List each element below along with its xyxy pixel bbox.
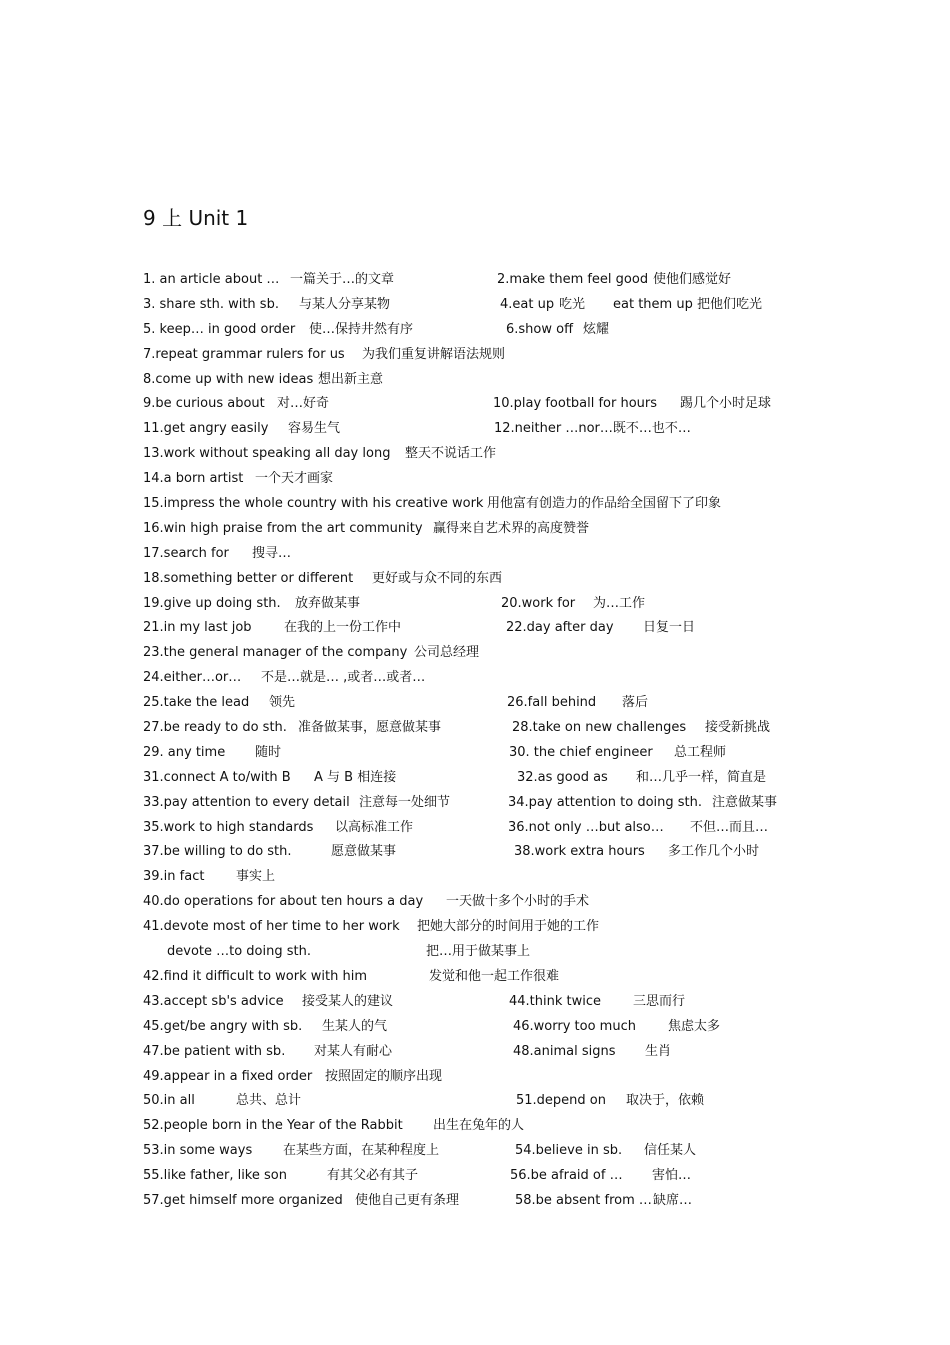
phrase-english: 56.be afraid of …	[510, 1168, 623, 1184]
phrase-english: 46.worry too much	[513, 1018, 636, 1034]
entry-row	[143, 1114, 803, 1139]
phrase-chinese: 赢得来自艺术界的高度赞誉	[433, 520, 590, 536]
phrase-english: 54.believe in sb.	[515, 1143, 623, 1159]
phrase-english: 38.work extra hours	[514, 844, 645, 860]
phrase-chinese: 三思而行	[633, 993, 686, 1009]
phrase-english: 40.do operations for about ten hours a day	[143, 894, 424, 910]
phrase-chinese: 焦虑太多	[668, 1018, 721, 1034]
phrase-english: 47.be patient with sb.	[143, 1043, 286, 1059]
entry-row	[143, 865, 803, 890]
entry-row	[143, 915, 803, 940]
phrase-english: 32.as good as	[517, 769, 608, 785]
phrase-chinese: 事实上	[236, 869, 276, 885]
phrase-chinese: 发觉和他一起工作很难	[429, 968, 560, 984]
phrase-english: 29. any time	[143, 744, 226, 760]
entry-row	[143, 592, 803, 617]
phrase-english: 6.show off	[506, 321, 574, 337]
phrase-chinese: 随时	[255, 744, 282, 760]
phrase-chinese: 在某些方面，在某种程度上	[283, 1143, 440, 1159]
entry-row	[143, 616, 803, 641]
phrase-chinese: 日复一日	[643, 620, 696, 636]
phrase-chinese: 为…工作	[593, 595, 646, 611]
entry-row	[143, 1065, 803, 1090]
phrase-english: 12.neither …nor…既不…也不…	[494, 421, 691, 437]
entry-row	[143, 716, 803, 741]
phrase-english: 43.accept sb's advice	[143, 993, 284, 1009]
phrase-english: eat them up	[613, 296, 693, 312]
phrase-chinese: 把她大部分的时间用于她的工作	[417, 919, 600, 935]
phrase-english: 21.in my last job	[143, 620, 252, 636]
phrase-chinese: 总工程师	[674, 744, 727, 760]
phrase-english: 36.not only …but also…	[508, 819, 664, 835]
phrase-chinese: 容易生气	[288, 421, 341, 437]
entry-row	[143, 890, 803, 915]
phrase-english: 22.day after day	[506, 620, 614, 636]
entry-row	[143, 940, 803, 965]
phrase-chinese: 一篇关于…的文章	[290, 272, 395, 287]
phrase-english: 42.find it difficult to work with him	[143, 968, 367, 984]
phrase-chinese: 对某人有耐心	[314, 1043, 393, 1059]
phrase-english: 10.play football for hours	[493, 396, 658, 412]
phrase-english: 28.take on new challenges	[512, 720, 687, 736]
phrase-chinese: 用他富有创造力的作品给全国留下了印象	[487, 496, 722, 512]
phrase-english: 55.like father, like son	[143, 1168, 287, 1184]
phrase-chinese: 不但…而且…	[690, 819, 769, 835]
phrase-chinese: 生某人的气	[322, 1018, 388, 1034]
phrase-english: 14.a born artist	[143, 471, 244, 487]
phrase-chinese: 使他自己更有条理	[355, 1192, 460, 1208]
phrase-english: 20.work for	[501, 595, 576, 611]
phrase-chinese: 一天做十多个小时的手术	[446, 894, 590, 910]
phrase-chinese: 注意每一处细节	[359, 794, 451, 810]
phrase-chinese: 吃光	[559, 296, 586, 312]
phrase-english: 35.work to high standards	[143, 819, 314, 835]
phrase-chinese: 踢几个小时足球	[680, 396, 772, 412]
entry-row	[143, 318, 803, 343]
phrase-chinese: 为我们重复讲解语法规则	[362, 346, 506, 362]
entry-row	[143, 343, 803, 368]
phrase-chinese: 搜寻…	[252, 545, 292, 561]
phrase-chinese: 接受某人的建议	[302, 993, 394, 1009]
phrase-english: 45.get/be angry with sb.	[143, 1018, 303, 1034]
phrase-chinese: 多工作几个小时	[668, 844, 760, 860]
phrase-english: 26.fall behind	[507, 695, 597, 711]
phrase-chinese: 炫耀	[583, 321, 610, 337]
phrase-english: 44.think twice	[509, 993, 602, 1009]
phrase-chinese: 公司总经理	[414, 645, 480, 661]
phrase-english: 18.something better or different	[143, 570, 354, 586]
entry-row	[143, 1139, 803, 1164]
entry-row	[143, 641, 803, 666]
phrase-english: 25.take the lead	[143, 695, 250, 711]
phrase-english: 9.be curious about	[143, 396, 265, 412]
phrase-chinese: 愿意做某事	[331, 844, 397, 860]
entry-row	[143, 1015, 803, 1040]
entry-row	[143, 1089, 803, 1114]
phrase-english: 11.get angry easily	[143, 421, 269, 437]
phrase-chinese: 与某人分享某物	[299, 296, 391, 312]
entry-row	[143, 965, 803, 990]
phrase-english: 7.repeat grammar rulers for us	[143, 346, 345, 362]
entry-row	[143, 442, 803, 467]
phrase-english: 3. share sth. with sb.	[143, 296, 279, 312]
phrase-english: 41.devote most of her time to her work	[143, 919, 400, 935]
phrase-chinese: 信任某人	[644, 1143, 697, 1159]
phrase-chinese: 缺席…	[653, 1192, 693, 1208]
phrase-chinese: 使…保持井然有序	[309, 321, 414, 337]
phrase-english: 37.be willing to do sth.	[143, 844, 292, 860]
entry-row	[143, 791, 803, 816]
entry-row	[143, 368, 803, 393]
phrase-english: 15.impress the whole country with his creative work	[143, 496, 484, 512]
entry-row	[143, 492, 803, 517]
phrase-chinese: 和…几乎一样，简直是	[636, 769, 767, 785]
phrase-english: 16.win high praise from the art community	[143, 520, 423, 536]
entry-row	[143, 741, 803, 766]
phrase-chinese: 注意做某事	[712, 794, 778, 810]
entry-row	[143, 517, 803, 542]
phrase-english: 51.depend on	[516, 1093, 606, 1109]
entry-row	[143, 417, 803, 442]
phrase-english: 34.pay attention to doing sth.	[508, 794, 703, 810]
phrase-chinese: 整天不说话工作	[405, 446, 497, 462]
entry-row	[143, 990, 803, 1015]
phrase-chinese: 害怕…	[652, 1168, 692, 1184]
entry-row	[143, 567, 803, 592]
entry-row	[143, 1189, 803, 1214]
entry-row	[143, 293, 803, 318]
phrase-chinese: 出生在兔年的人	[433, 1118, 525, 1134]
phrase-english: 13.work without speaking all day long	[143, 446, 391, 462]
vocabulary-list	[143, 268, 803, 1214]
phrase-english: 58.be absent from …	[515, 1192, 652, 1208]
phrase-chinese: 领先	[269, 695, 296, 711]
phrase-chinese: 落后	[622, 695, 649, 711]
phrase-chinese: 使他们感觉好	[653, 272, 732, 287]
phrase-english: 50.in all	[143, 1093, 195, 1109]
phrase-english: 31.connect A to/with B	[143, 769, 291, 785]
phrase-english: 5. keep… in good order	[143, 321, 296, 337]
phrase-chinese: 更好或与众不同的东西	[372, 570, 503, 586]
entry-row	[143, 1040, 803, 1065]
phrase-english: 52.people born in the Year of the Rabbit	[143, 1118, 403, 1134]
phrase-chinese: 生肖	[645, 1043, 672, 1059]
phrase-chinese: 在我的上一份工作中	[284, 620, 402, 636]
page-title: 9 上 Unit 1	[143, 206, 249, 230]
phrase-english: 23.the general manager of the company	[143, 645, 408, 661]
phrase-chinese: 取决于，依赖	[626, 1093, 705, 1109]
phrase-chinese: 总共、总计	[236, 1093, 302, 1109]
phrase-english: devote …to doing sth.	[167, 944, 311, 960]
phrase-chinese: A 与 B 相连接	[314, 769, 397, 785]
phrase-english: 1. an article about …	[143, 272, 280, 287]
phrase-english: 8.come up with new ideas	[143, 371, 314, 387]
phrase-english: 2.make them feel good	[497, 272, 649, 287]
entry-row	[143, 840, 803, 865]
entry-row	[143, 542, 803, 567]
phrase-english: 30. the chief engineer	[509, 744, 653, 760]
entry-row	[143, 392, 803, 417]
phrase-english: 17.search for	[143, 545, 229, 561]
entry-row	[143, 816, 803, 841]
phrase-chinese: 想出新主意	[318, 371, 384, 387]
phrase-chinese: 放弃做某事	[295, 595, 361, 611]
phrase-chinese: 把…用于做某事上	[426, 944, 531, 960]
entry-row	[143, 666, 803, 691]
phrase-chinese: 不是…就是… ,或者…或者…	[261, 670, 426, 686]
phrase-english: 53.in some ways	[143, 1143, 253, 1159]
phrase-english: 49.appear in a fixed order	[143, 1068, 313, 1084]
entry-row	[143, 268, 803, 293]
phrase-chinese: 接受新挑战	[705, 720, 771, 736]
phrase-english: 24.either…or…	[143, 670, 242, 686]
phrase-chinese: 把他们吃光	[697, 296, 763, 312]
phrase-english: 33.pay attention to every detail	[143, 794, 350, 810]
entry-row	[143, 691, 803, 716]
phrase-chinese: 按照固定的顺序出现	[325, 1068, 443, 1084]
phrase-english: 57.get himself more organized	[143, 1192, 343, 1208]
entry-row	[143, 1164, 803, 1189]
phrase-english: 19.give up doing sth.	[143, 595, 281, 611]
phrase-chinese: 对…好奇	[277, 396, 330, 412]
phrase-chinese: 有其父必有其子	[327, 1168, 419, 1184]
phrase-english: 48.animal signs	[513, 1043, 616, 1059]
phrase-english: 39.in fact	[143, 869, 205, 885]
phrase-chinese: 以高标准工作	[335, 819, 414, 835]
phrase-chinese: 准备做某事，愿意做某事	[298, 720, 442, 736]
phrase-chinese: 一个天才画家	[255, 471, 334, 487]
phrase-english: 4.eat up	[500, 296, 555, 312]
phrase-english: 27.be ready to do sth.	[143, 720, 287, 736]
entry-row	[143, 467, 803, 492]
entry-row	[143, 766, 803, 791]
